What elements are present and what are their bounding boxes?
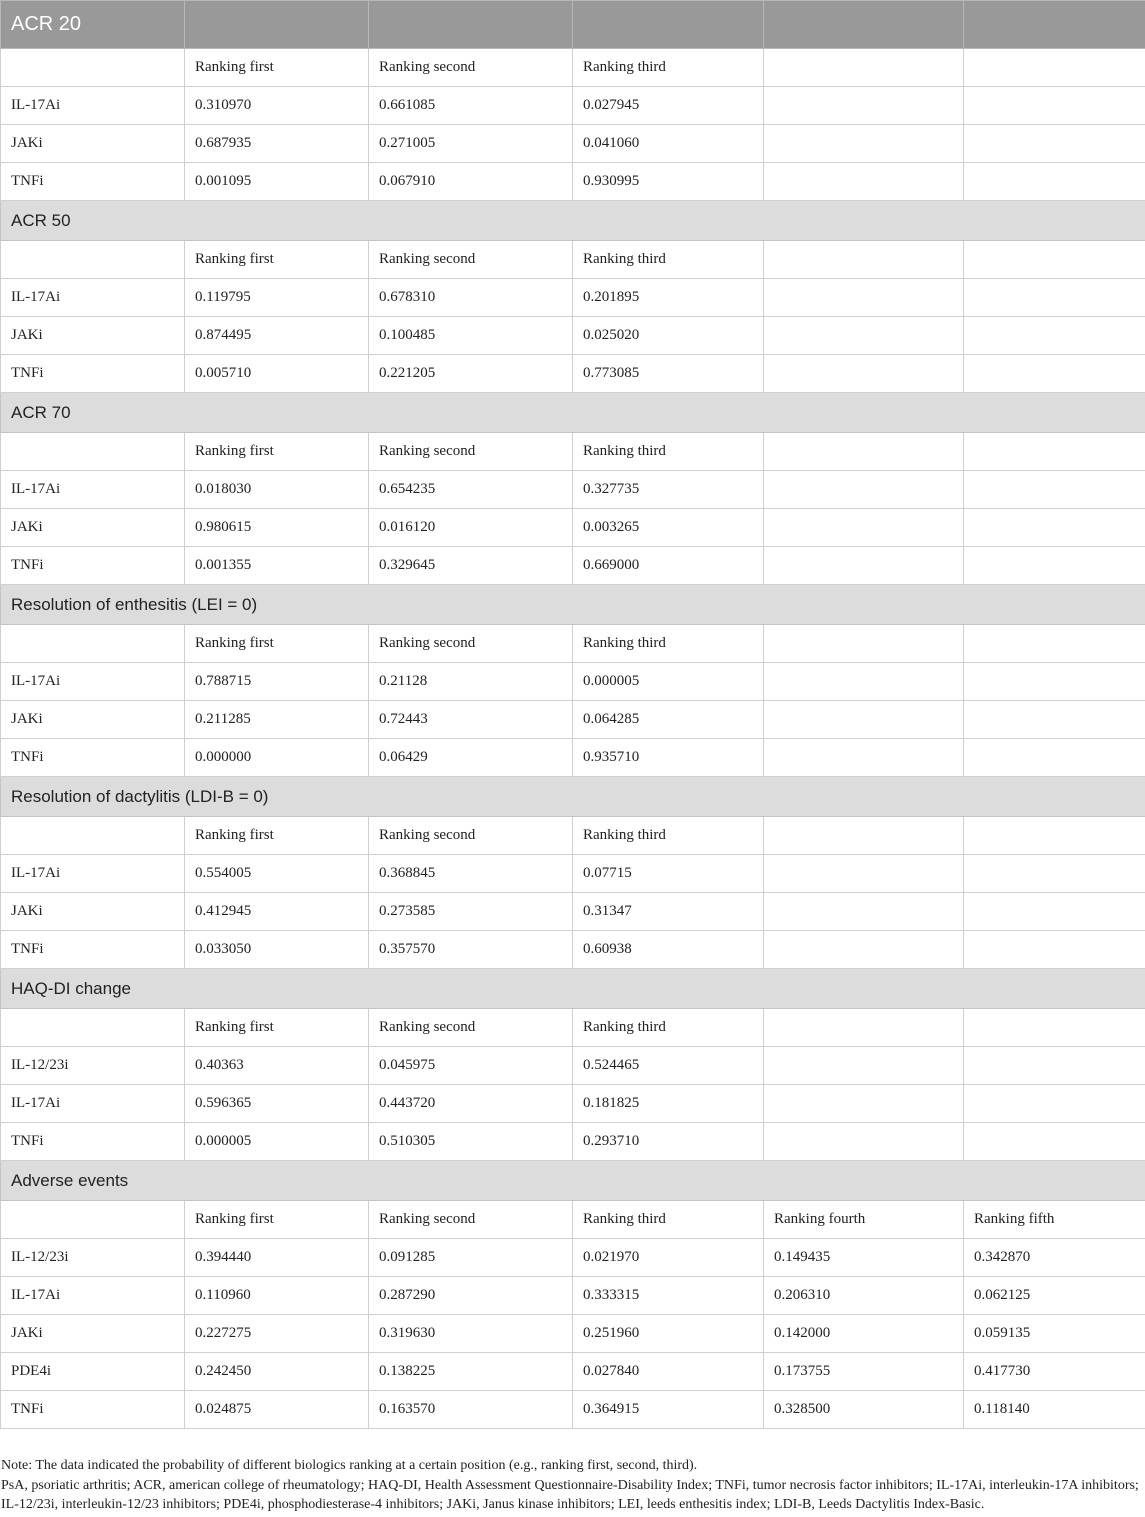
probability-cell: 0.064285 xyxy=(573,701,764,739)
column-header-cell xyxy=(764,241,964,279)
section-title: HAQ-DI change xyxy=(1,969,1145,1009)
column-header-cell xyxy=(964,817,1145,855)
probability-cell: 0.273585 xyxy=(369,893,573,931)
probability-cell: 0.364915 xyxy=(573,1391,764,1429)
table-row xyxy=(1,317,1145,355)
column-header-cell: Ranking second xyxy=(369,1201,573,1239)
table-row xyxy=(1,1277,1145,1315)
drug-class-cell: TNFi xyxy=(1,355,185,393)
table-row xyxy=(1,663,1145,701)
probability-cell: 0.221205 xyxy=(369,355,573,393)
footnote-note: Note: The data indicated the probability of different biologics ranking at a certain position (e.g., ranking first, second, third). xyxy=(1,1458,698,1473)
drug-class-cell: IL-17Ai xyxy=(1,471,185,509)
probability-cell xyxy=(764,87,964,125)
probability-cell: 0.310970 xyxy=(185,87,369,125)
probability-cell: 0.059135 xyxy=(964,1315,1145,1353)
table-footnotes xyxy=(0,1456,1141,1515)
drug-class-cell: TNFi xyxy=(1,1391,185,1429)
probability-cell xyxy=(764,1047,964,1085)
probability-cell: 0.091285 xyxy=(369,1239,573,1277)
probability-cell xyxy=(764,509,964,547)
probability-cell xyxy=(964,471,1145,509)
probability-cell xyxy=(964,893,1145,931)
probability-cell: 0.874495 xyxy=(185,317,369,355)
probability-cell: 0.062125 xyxy=(964,1277,1145,1315)
column-header-row xyxy=(1,241,1145,279)
section-header-row xyxy=(1,969,1145,1009)
probability-cell: 0.287290 xyxy=(369,1277,573,1315)
drug-class-cell: TNFi xyxy=(1,547,185,585)
drug-class-cell: IL-17Ai xyxy=(1,663,185,701)
probability-cell xyxy=(964,547,1145,585)
probability-cell xyxy=(964,1123,1145,1161)
column-header-cell: Ranking third xyxy=(573,1009,764,1047)
probability-cell: 0.510305 xyxy=(369,1123,573,1161)
probability-cell: 0.327735 xyxy=(573,471,764,509)
probability-cell: 0.251960 xyxy=(573,1315,764,1353)
column-header-cell: Ranking second xyxy=(369,817,573,855)
section-title: Resolution of dactylitis (LDI-B = 0) xyxy=(1,777,1145,817)
drug-class-cell: IL-17Ai xyxy=(1,87,185,125)
probability-cell: 0.173755 xyxy=(764,1353,964,1391)
column-header-cell: Ranking third xyxy=(573,1201,764,1239)
drug-class-cell: JAKi xyxy=(1,125,185,163)
column-header-cell: Ranking first xyxy=(185,625,369,663)
probability-cell: 0.333315 xyxy=(573,1277,764,1315)
table-row xyxy=(1,1239,1145,1277)
column-header-cell: Ranking third xyxy=(573,817,764,855)
drug-class-cell: TNFi xyxy=(1,931,185,969)
footnote-abbreviations: PsA, psoriatic arthritis; ACR, american college of rheumatology; HAQ-DI, Health Assessment Questionnaire-Disability Index; TNFi, tumor necrosis factor inhibitors; IL-17Ai, interleukin-17A inhibitors; IL-12/23i, interleukin-12/23 inhibitors; PDE4i, phosphodiesterase-4 inhibitors; JAKi, Janus kinase inhibitors; LEI, leeds enthesitis index; LDI-B, Leeds Dactylitis Index-Basic. xyxy=(1,1477,1139,1512)
column-header-cell: Ranking second xyxy=(369,433,573,471)
probability-cell: 0.033050 xyxy=(185,931,369,969)
probability-cell: 0.149435 xyxy=(764,1239,964,1277)
probability-cell: 0.100485 xyxy=(369,317,573,355)
probability-cell: 0.319630 xyxy=(369,1315,573,1353)
section-header-row xyxy=(1,201,1145,241)
probability-cell: 0.687935 xyxy=(185,125,369,163)
column-header-cell xyxy=(964,49,1145,87)
column-header-cell: Ranking first xyxy=(185,1009,369,1047)
column-header-cell: Ranking fourth xyxy=(764,1201,964,1239)
probability-cell: 0.142000 xyxy=(764,1315,964,1353)
drug-class-cell: IL-17Ai xyxy=(1,1085,185,1123)
probability-cell: 0.31347 xyxy=(573,893,764,931)
probability-cell: 0.368845 xyxy=(369,855,573,893)
table-row xyxy=(1,87,1145,125)
table-row xyxy=(1,855,1145,893)
probability-cell: 0.227275 xyxy=(185,1315,369,1353)
table-row xyxy=(1,509,1145,547)
table-row xyxy=(1,1085,1145,1123)
probability-cell: 0.027840 xyxy=(573,1353,764,1391)
probability-cell: 0.206310 xyxy=(764,1277,964,1315)
probability-cell xyxy=(964,739,1145,777)
probability-cell: 0.678310 xyxy=(369,279,573,317)
drug-class-cell: JAKi xyxy=(1,893,185,931)
drug-class-cell: IL-17Ai xyxy=(1,279,185,317)
table-row xyxy=(1,547,1145,585)
table-row xyxy=(1,739,1145,777)
column-header-row xyxy=(1,625,1145,663)
column-header-cell xyxy=(964,1009,1145,1047)
probability-cell xyxy=(964,163,1145,201)
probability-cell: 0.669000 xyxy=(573,547,764,585)
table-row xyxy=(1,701,1145,739)
header-empty-cell xyxy=(185,1,369,49)
probability-cell: 0.596365 xyxy=(185,1085,369,1123)
probability-cell xyxy=(764,547,964,585)
probability-cell xyxy=(964,1085,1145,1123)
drug-class-cell: IL-17Ai xyxy=(1,855,185,893)
column-header-cell: Ranking first xyxy=(185,433,369,471)
probability-cell: 0.018030 xyxy=(185,471,369,509)
column-header-cell: Ranking first xyxy=(185,241,369,279)
probability-cell: 0.524465 xyxy=(573,1047,764,1085)
drug-class-cell: TNFi xyxy=(1,1123,185,1161)
column-header-cell xyxy=(964,241,1145,279)
column-header-row xyxy=(1,817,1145,855)
section-title: ACR 70 xyxy=(1,393,1145,433)
probability-cell xyxy=(764,855,964,893)
column-header-cell: Ranking second xyxy=(369,1009,573,1047)
probability-cell xyxy=(764,163,964,201)
section-header-row xyxy=(1,777,1145,817)
probability-cell xyxy=(964,663,1145,701)
section-header-row xyxy=(1,393,1145,433)
column-header-cell xyxy=(1,433,185,471)
probability-cell xyxy=(964,87,1145,125)
column-header-cell: Ranking fifth xyxy=(964,1201,1145,1239)
table-row xyxy=(1,1123,1145,1161)
drug-class-cell: JAKi xyxy=(1,1315,185,1353)
table-row xyxy=(1,471,1145,509)
probability-cell: 0.211285 xyxy=(185,701,369,739)
probability-cell: 0.554005 xyxy=(185,855,369,893)
column-header-cell: Ranking third xyxy=(573,433,764,471)
column-header-cell: Ranking third xyxy=(573,241,764,279)
probability-cell: 0.045975 xyxy=(369,1047,573,1085)
probability-cell: 0.027945 xyxy=(573,87,764,125)
probability-cell: 0.005710 xyxy=(185,355,369,393)
probability-cell: 0.412945 xyxy=(185,893,369,931)
probability-cell: 0.773085 xyxy=(573,355,764,393)
table-row xyxy=(1,1315,1145,1353)
section-title: ACR 20 xyxy=(1,1,185,49)
probability-cell: 0.271005 xyxy=(369,125,573,163)
probability-cell xyxy=(964,1047,1145,1085)
column-header-cell xyxy=(1,625,185,663)
probability-cell xyxy=(764,125,964,163)
probability-cell: 0.242450 xyxy=(185,1353,369,1391)
probability-cell: 0.000000 xyxy=(185,739,369,777)
probability-cell xyxy=(764,355,964,393)
probability-cell xyxy=(764,931,964,969)
table-body xyxy=(1,1,1145,1429)
probability-cell: 0.138225 xyxy=(369,1353,573,1391)
probability-cell: 0.110960 xyxy=(185,1277,369,1315)
probability-cell: 0.293710 xyxy=(573,1123,764,1161)
table-row xyxy=(1,125,1145,163)
drug-class-cell: JAKi xyxy=(1,509,185,547)
probability-cell: 0.021970 xyxy=(573,1239,764,1277)
column-header-cell xyxy=(764,49,964,87)
column-header-row xyxy=(1,1009,1145,1047)
column-header-cell xyxy=(764,817,964,855)
column-header-cell xyxy=(964,433,1145,471)
probability-cell: 0.654235 xyxy=(369,471,573,509)
drug-class-cell: TNFi xyxy=(1,739,185,777)
column-header-cell: Ranking first xyxy=(185,49,369,87)
probability-cell: 0.003265 xyxy=(573,509,764,547)
column-header-cell: Ranking second xyxy=(369,49,573,87)
column-header-row xyxy=(1,49,1145,87)
header-empty-cell xyxy=(573,1,764,49)
section-header-row xyxy=(1,1,1145,49)
table-row xyxy=(1,931,1145,969)
table-row xyxy=(1,1047,1145,1085)
probability-cell xyxy=(764,317,964,355)
probability-cell: 0.21128 xyxy=(369,663,573,701)
column-header-cell: Ranking first xyxy=(185,1201,369,1239)
probability-cell: 0.067910 xyxy=(369,163,573,201)
probability-cell xyxy=(764,739,964,777)
table-row xyxy=(1,1391,1145,1429)
column-header-row xyxy=(1,433,1145,471)
probability-cell xyxy=(764,471,964,509)
column-header-cell: Ranking third xyxy=(573,625,764,663)
column-header-cell xyxy=(1,49,185,87)
drug-class-cell: JAKi xyxy=(1,317,185,355)
column-header-cell xyxy=(764,1009,964,1047)
probability-cell xyxy=(764,1123,964,1161)
probability-cell xyxy=(964,279,1145,317)
table-row xyxy=(1,163,1145,201)
header-empty-cell xyxy=(764,1,964,49)
probability-cell xyxy=(964,855,1145,893)
probability-cell xyxy=(964,701,1145,739)
probability-cell xyxy=(964,355,1145,393)
column-header-cell xyxy=(764,625,964,663)
table-row xyxy=(1,893,1145,931)
drug-class-cell: IL-17Ai xyxy=(1,1277,185,1315)
probability-cell: 0.201895 xyxy=(573,279,764,317)
probability-cell: 0.024875 xyxy=(185,1391,369,1429)
probability-cell: 0.417730 xyxy=(964,1353,1145,1391)
probability-cell xyxy=(964,509,1145,547)
probability-cell xyxy=(764,279,964,317)
column-header-cell xyxy=(1,1201,185,1239)
probability-cell: 0.000005 xyxy=(573,663,764,701)
probability-cell: 0.07715 xyxy=(573,855,764,893)
column-header-cell: Ranking third xyxy=(573,49,764,87)
probability-cell: 0.342870 xyxy=(964,1239,1145,1277)
column-header-cell xyxy=(1,241,185,279)
section-title: ACR 50 xyxy=(1,201,1145,241)
section-header-row xyxy=(1,585,1145,625)
column-header-cell: Ranking second xyxy=(369,241,573,279)
section-title: Adverse events xyxy=(1,1161,1145,1201)
column-header-cell: Ranking first xyxy=(185,817,369,855)
probability-cell xyxy=(964,125,1145,163)
probability-cell xyxy=(964,317,1145,355)
table-row xyxy=(1,1353,1145,1391)
column-header-row xyxy=(1,1201,1145,1239)
probability-cell: 0.000005 xyxy=(185,1123,369,1161)
probability-cell: 0.329645 xyxy=(369,547,573,585)
probability-cell xyxy=(764,893,964,931)
probability-cell: 0.788715 xyxy=(185,663,369,701)
probability-cell xyxy=(964,931,1145,969)
drug-class-cell: TNFi xyxy=(1,163,185,201)
probability-cell: 0.72443 xyxy=(369,701,573,739)
header-empty-cell xyxy=(369,1,573,49)
drug-class-cell: IL-12/23i xyxy=(1,1239,185,1277)
probability-cell: 0.181825 xyxy=(573,1085,764,1123)
drug-class-cell: JAKi xyxy=(1,701,185,739)
section-header-row xyxy=(1,1161,1145,1201)
probability-cell: 0.357570 xyxy=(369,931,573,969)
probability-cell: 0.661085 xyxy=(369,87,573,125)
section-title: Resolution of enthesitis (LEI = 0) xyxy=(1,585,1145,625)
probability-cell: 0.06429 xyxy=(369,739,573,777)
drug-class-cell: IL-12/23i xyxy=(1,1047,185,1085)
column-header-cell xyxy=(1,1009,185,1047)
probability-cell: 0.025020 xyxy=(573,317,764,355)
drug-class-cell: PDE4i xyxy=(1,1353,185,1391)
probability-cell: 0.935710 xyxy=(573,739,764,777)
probability-cell: 0.980615 xyxy=(185,509,369,547)
probability-cell xyxy=(764,1085,964,1123)
probability-cell: 0.041060 xyxy=(573,125,764,163)
probability-cell: 0.930995 xyxy=(573,163,764,201)
probability-cell: 0.016120 xyxy=(369,509,573,547)
probability-cell: 0.001095 xyxy=(185,163,369,201)
probability-cell: 0.001355 xyxy=(185,547,369,585)
header-empty-cell xyxy=(964,1,1145,49)
probability-cell: 0.443720 xyxy=(369,1085,573,1123)
column-header-cell xyxy=(964,625,1145,663)
probability-cell xyxy=(764,663,964,701)
table-row xyxy=(1,355,1145,393)
probability-cell: 0.394440 xyxy=(185,1239,369,1277)
probability-cell: 0.163570 xyxy=(369,1391,573,1429)
column-header-cell xyxy=(1,817,185,855)
probability-cell xyxy=(764,701,964,739)
column-header-cell xyxy=(764,433,964,471)
probability-cell: 0.118140 xyxy=(964,1391,1145,1429)
probability-cell: 0.328500 xyxy=(764,1391,964,1429)
probability-cell: 0.40363 xyxy=(185,1047,369,1085)
probability-cell: 0.60938 xyxy=(573,931,764,969)
probability-cell: 0.119795 xyxy=(185,279,369,317)
table-row xyxy=(1,279,1145,317)
column-header-cell: Ranking second xyxy=(369,625,573,663)
